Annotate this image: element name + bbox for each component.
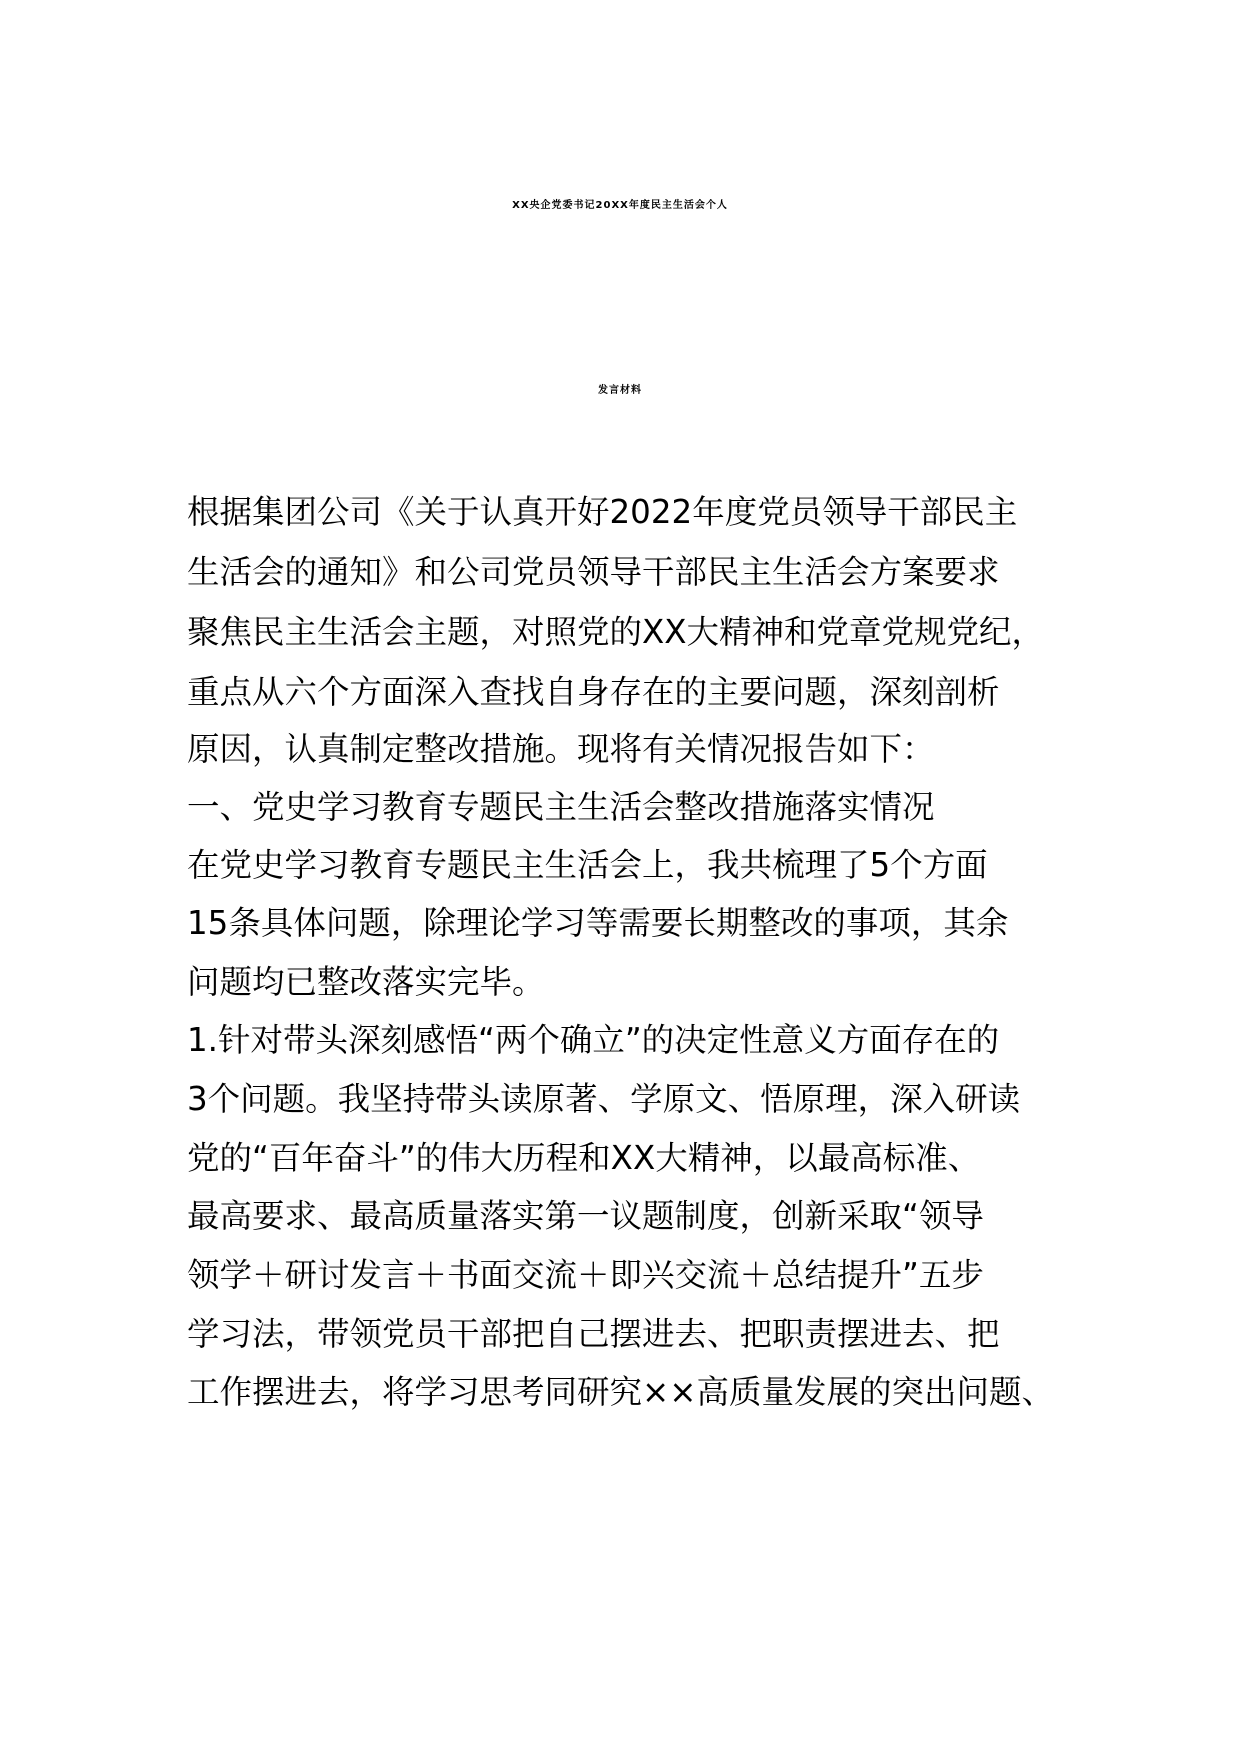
body-text-line: 最高要求、最高质量落实第一议题制度，创新采取“领导 [187, 1197, 984, 1235]
body-text-line: 领学＋研讨发言＋书面交流＋即兴交流＋总结提升”五步 [187, 1256, 984, 1294]
body-text-line: 重点从六个方面深入查找自身存在的主要问题，深刻剖析 [187, 673, 1000, 711]
body-text-line: 在党史学习教育专题民主生活会上，我共梳理了5个方面 [187, 846, 988, 884]
body-text-line: 党的“百年奋斗”的伟大历程和XX大精神，以最高标准、 [187, 1139, 981, 1177]
body-text-line: 原因，认真制定整改措施。现将有关情况报告如下： [187, 730, 935, 768]
body-text-line: 生活会的通知》和公司党员领导干部民主生活会方案要求 [187, 553, 1000, 591]
body-text-line: 15条具体问题，除理论学习等需要长期整改的事项，其余 [187, 904, 1009, 942]
section-heading: 一、党史学习教育专题民主生活会整改措施落实情况 [187, 788, 935, 826]
body-text-line: 3个问题。我坚持带头读原著、学原文、悟原理，深入研读 [187, 1080, 1021, 1118]
body-text-line: 工作摆进去，将学习思考同研究××高质量发展的突出问题、 [187, 1373, 1054, 1411]
document-title-line-1: XX央企党委书记20XX年度民主生活会个人 [512, 200, 728, 211]
body-text-line: 聚焦民主生活会主题，对照党的XX大精神和党章党规党纪， [187, 613, 1045, 651]
body-text-line: 问题均已整改落实完毕。 [187, 963, 545, 1001]
body-text-line: 学习法，带领党员干部把自己摆进去、把职责摆进去、把 [187, 1315, 1000, 1353]
body-text-line: 根据集团公司《关于认真开好2022年度党员领导干部民主 [187, 493, 1018, 531]
body-text-line: 1.针对带头深刻感悟“两个确立”的决定性意义方面存在的 [187, 1021, 1000, 1059]
document-title-line-2: 发言材料 [598, 385, 642, 396]
